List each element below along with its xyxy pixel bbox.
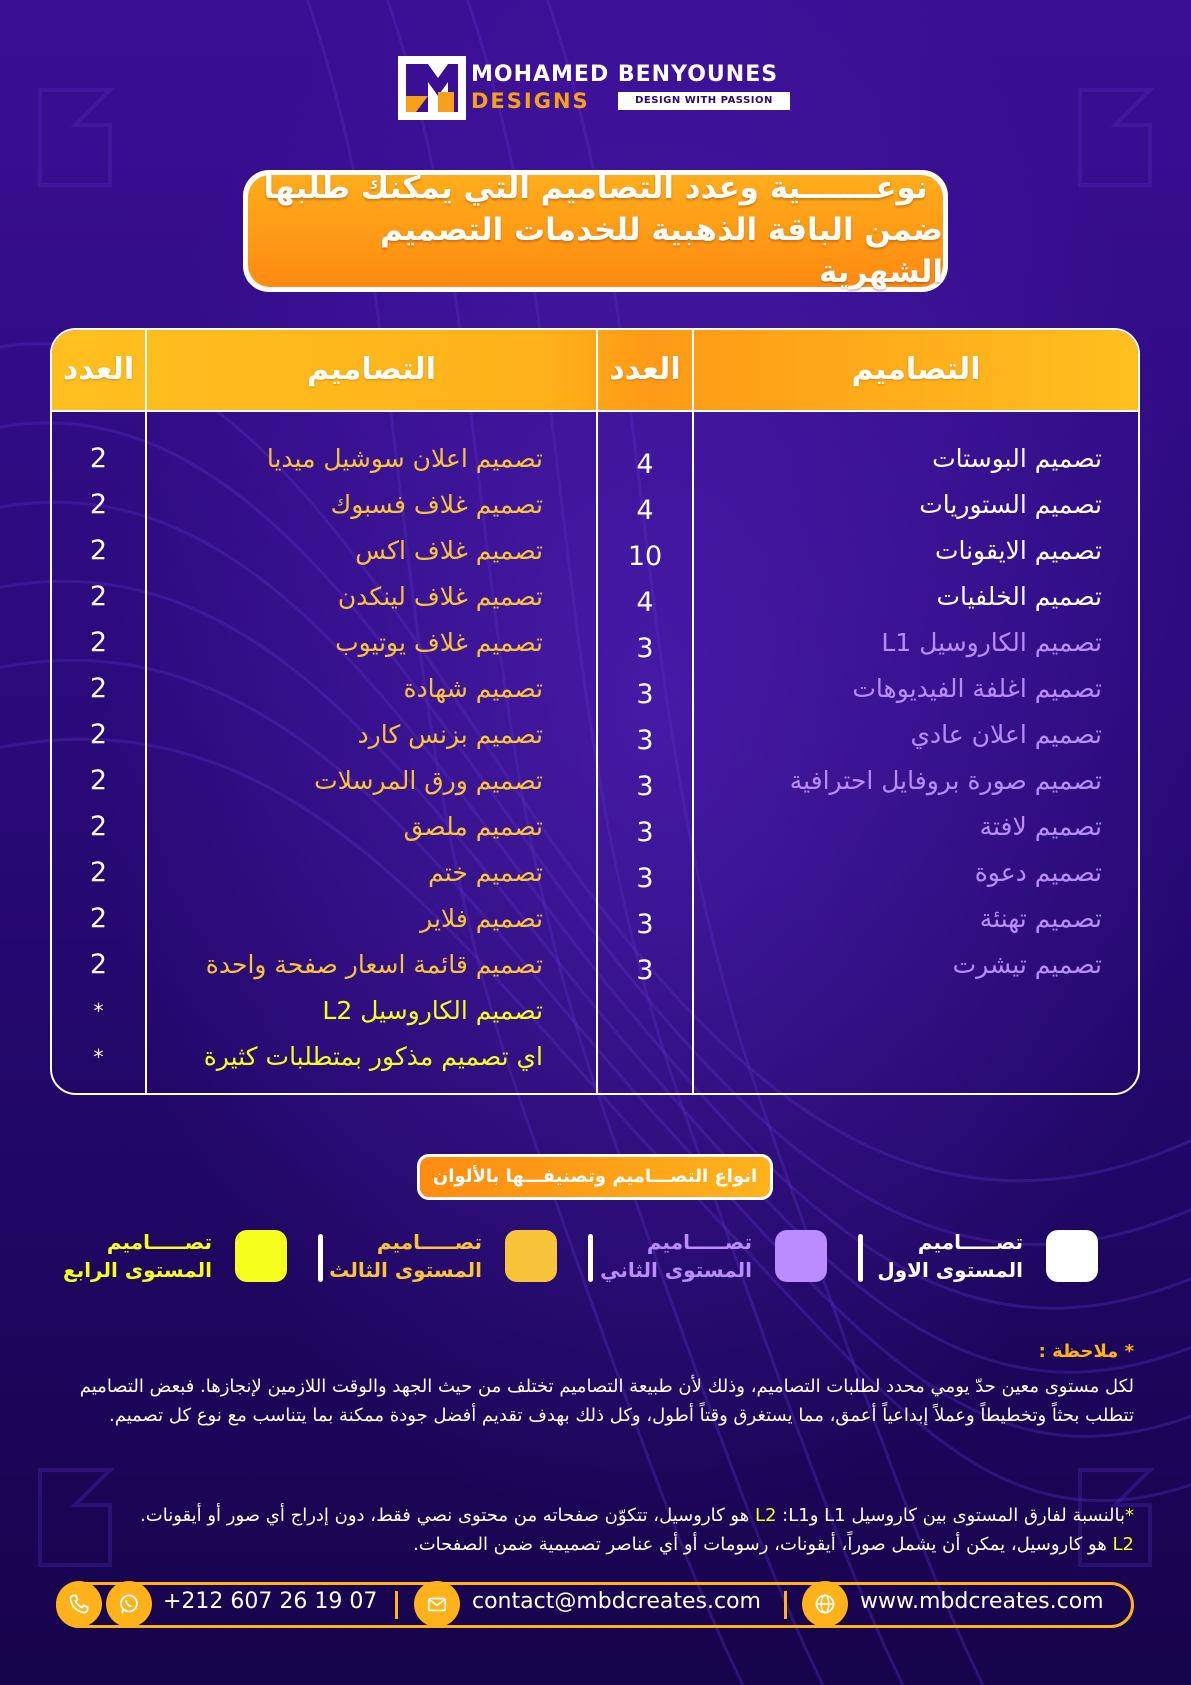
list-item: تصميم ختم — [428, 858, 543, 887]
header-designs-left: التصاميم — [307, 352, 436, 387]
brand-sub: DESIGNS — [471, 89, 590, 113]
email-address[interactable]: contact@mbdcreates.com — [472, 1589, 761, 1614]
legend-level-name: المستوى الرابع — [63, 1258, 212, 1282]
count-cell: 4 — [636, 495, 654, 526]
count-cell: * — [93, 1045, 104, 1069]
list-item: تصميم تيشرت — [952, 950, 1102, 979]
list-item: تصميم لافتة — [979, 812, 1102, 841]
count-cell: 2 — [89, 857, 108, 888]
list-item: اي تصميم مذكور بمتطلبات كثيرة — [203, 1042, 543, 1071]
count-cell: 4 — [636, 449, 654, 480]
header-divider — [52, 410, 1138, 412]
count-cell: 2 — [89, 535, 108, 566]
title-line-1: نوعـــــــية وعدد التصاميم التي يمكنك طلبها — [263, 170, 928, 207]
count-cell: 3 — [636, 955, 654, 986]
legend-label: تصـــــاميم — [376, 1230, 482, 1254]
brand-name: MOHAMED BENYOUNES — [471, 62, 779, 87]
list-item: تصميم دعوة — [974, 858, 1102, 887]
list-item: تصميم فلاير — [420, 904, 543, 933]
phone-icon[interactable] — [56, 1581, 102, 1627]
note-star: * — [1125, 1505, 1134, 1526]
note-heading: * ملاحظة : — [1038, 1341, 1134, 1362]
list-item: تصميم البوستات — [932, 444, 1102, 473]
left-designs-list — [123, 436, 543, 1080]
count-cell: 3 — [636, 771, 654, 802]
level-2-swatch — [775, 1230, 827, 1282]
title-line-2: ضمن الباقة الذهبية للخدمات التصميم الشهرية — [380, 212, 943, 290]
count-cell: 2 — [89, 903, 108, 934]
count-cell: 3 — [636, 725, 654, 756]
phone-number[interactable]: +212 607 26 19 07 — [163, 1589, 378, 1614]
designs-table — [50, 328, 1140, 1095]
count-cell: 3 — [636, 863, 654, 894]
note-paragraph-2: *بالنسبة لفارق المستوى بين كاروسيل L1 وL2 :L1 هو كاروسيل، تتكوّن صفحاته من محتوى نصي فقط، دون إدراج أي صور أو أيقونات. — [140, 1505, 1134, 1526]
list-item: تصميم غلاف فسبوك — [330, 490, 543, 519]
list-item: تصميم ورق المرسلات — [314, 766, 543, 795]
header-count-right: العدد — [609, 352, 681, 387]
list-item: تصميم غلاف يوتيوب — [335, 628, 543, 657]
level-3-swatch — [505, 1230, 557, 1282]
count-cell: 2 — [89, 489, 108, 520]
brand-tagline: DESIGN WITH PASSION — [618, 92, 790, 110]
count-cell: 3 — [636, 633, 654, 664]
count-cell: 2 — [89, 949, 108, 980]
count-cell: 10 — [627, 541, 663, 572]
count-cell: 2 — [89, 673, 108, 704]
list-item: تصميم الايقونات — [934, 536, 1102, 565]
list-item: تصميم اعلان سوشيل ميديا — [266, 444, 543, 473]
footer-separator — [784, 1591, 787, 1619]
right-counts-list — [598, 442, 692, 994]
list-item: تصميم الكاروسيل L1 — [881, 628, 1102, 657]
legend-level-name: المستوى الثاني — [600, 1258, 752, 1282]
legend-separator — [858, 1234, 863, 1282]
count-cell: 3 — [636, 817, 654, 848]
list-item: تصميم اعلان عادي — [910, 720, 1102, 749]
list-item: تصميم اغلفة الفيديوهات — [852, 674, 1102, 703]
legend-level-2 — [587, 1228, 827, 1284]
brand-logo — [398, 56, 798, 120]
count-cell: 2 — [89, 627, 108, 658]
header-designs-right: التصاميم — [851, 352, 981, 387]
legend-label: تصـــــاميم — [646, 1230, 752, 1254]
count-cell: 2 — [89, 719, 108, 750]
level-1-swatch — [1046, 1230, 1098, 1282]
list-item: تصميم غلاف لينكدن — [337, 582, 543, 611]
list-item: تصميم ملصق — [403, 812, 543, 841]
list-item: تصميم شهادة — [403, 674, 543, 703]
legend-level-3 — [317, 1228, 557, 1284]
list-item: تصميم الكاروسيل L2 — [322, 996, 543, 1025]
note-paragraph-3: L2 هو كاروسيل، يمكن أن يشمل صوراً، أيقونات، رسومات أو أي عناصر تصميمية ضمن الصفحات. — [412, 1534, 1134, 1555]
globe-icon[interactable] — [802, 1581, 848, 1627]
mb-monogram-icon — [398, 56, 466, 120]
legend-level-name: المستوى الاول — [877, 1258, 1023, 1282]
header-count-left: العدد — [62, 352, 135, 387]
list-item: تصميم صورة بروفايل احترافية — [789, 766, 1102, 795]
count-cell: 2 — [89, 765, 108, 796]
legend-level-1 — [858, 1228, 1098, 1284]
list-item: تصميم الستوريات — [919, 490, 1102, 519]
count-cell: * — [93, 999, 104, 1023]
count-cell: 4 — [636, 587, 654, 618]
website-url[interactable]: www.mbdcreates.com — [860, 1589, 1104, 1614]
email-icon[interactable] — [414, 1581, 460, 1627]
legend-separator — [588, 1234, 593, 1282]
whatsapp-icon[interactable] — [106, 1581, 152, 1627]
legend-level-4 — [47, 1228, 287, 1284]
count-cell: 3 — [636, 909, 654, 940]
list-item: تصميم قائمة اسعار صفحة واحدة — [205, 950, 543, 979]
count-cell: 2 — [89, 581, 108, 612]
legend-title: انواع التصـــاميم وتصنيفـــها بالألوان — [417, 1154, 773, 1200]
level-4-swatch — [235, 1230, 287, 1282]
count-cell: 2 — [89, 811, 108, 842]
left-counts-list — [52, 436, 145, 1080]
list-item: تصميم غلاف اكس — [355, 536, 543, 565]
note-paragraph-1: لكل مستوى معين حدّ يومي محدد لطلبات التصاميم، وذلك لأن طبيعة التصاميم تختلف من حيث الجهد والوقت اللازمين لإنجازها. فبعض التصاميم تتطلب بحثاً وتخطيطاً وعملاً إبداعياً أعمق، مما يستغرق وقتاً أطول، وكل ذلك بهدف تقديم أفضل جودة ممكنة بما يتناسب مع نوع كل تصميم. — [79, 1376, 1134, 1426]
count-cell: 2 — [89, 443, 108, 474]
legend-level-name: المستوى الثالث — [329, 1258, 482, 1282]
legend-label: تصـــــاميم — [917, 1230, 1023, 1254]
list-item: تصميم تهنئة — [979, 904, 1102, 933]
right-designs-list — [682, 436, 1102, 988]
list-item: تصميم بزنس كارد — [357, 720, 543, 749]
legend-label: تصـــــاميم — [106, 1230, 212, 1254]
page-title — [243, 170, 948, 292]
list-item: تصميم الخلفيات — [936, 582, 1102, 611]
footer-separator — [395, 1591, 398, 1619]
count-cell: 3 — [636, 679, 654, 710]
legend-separator — [318, 1234, 323, 1282]
